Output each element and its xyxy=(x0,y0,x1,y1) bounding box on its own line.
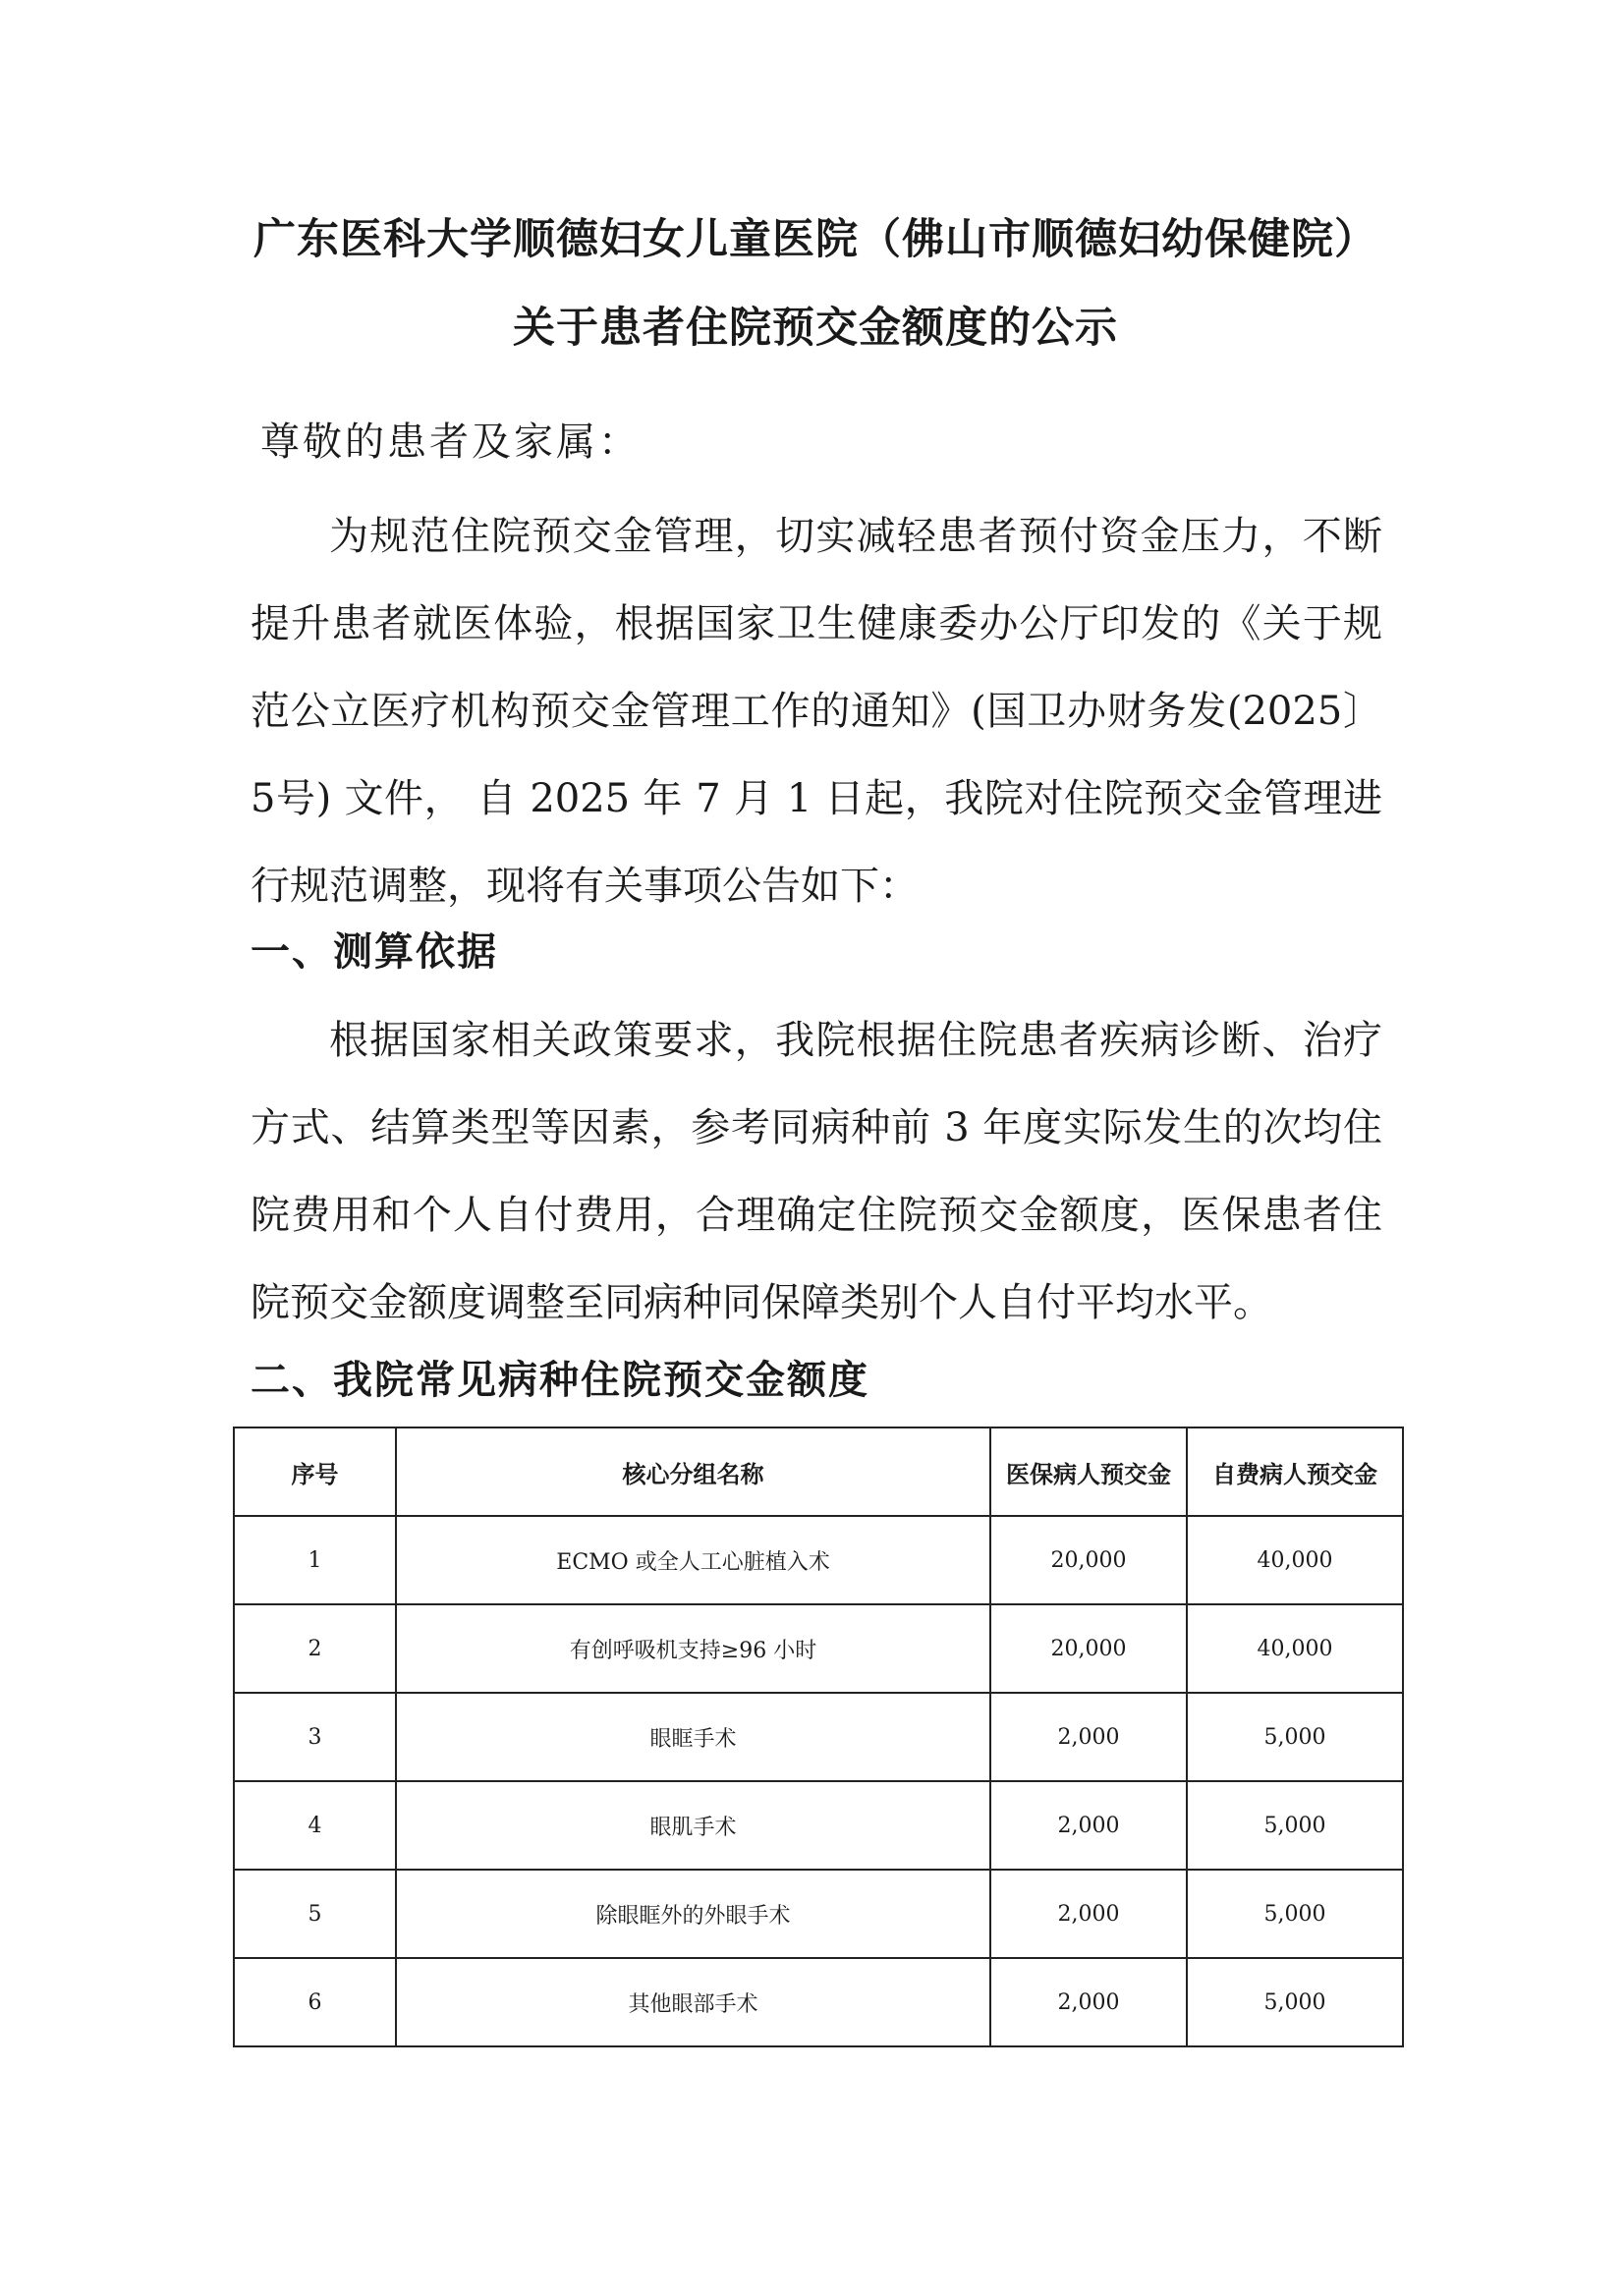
cell-name: 其他眼部手术 xyxy=(396,1958,990,2046)
cell-no: 6 xyxy=(234,1958,396,2046)
deposit-table xyxy=(233,1427,1404,2047)
cell-no: 1 xyxy=(234,1516,396,1604)
cell-name: 除眼眶外的外眼手术 xyxy=(396,1870,990,1958)
header-insured: 医保病人预交金 xyxy=(990,1427,1187,1516)
table-row xyxy=(234,1516,1403,1604)
cell-self-pay: 5,000 xyxy=(1187,1958,1403,2046)
cell-insured: 2,000 xyxy=(990,1781,1187,1870)
cell-name: 有创呼吸机支持≥96 小时 xyxy=(396,1604,990,1693)
cell-insured: 2,000 xyxy=(990,1693,1187,1781)
cell-self-pay: 40,000 xyxy=(1187,1604,1403,1693)
cell-no: 3 xyxy=(234,1693,396,1781)
cell-self-pay: 40,000 xyxy=(1187,1516,1403,1604)
table-header-row xyxy=(234,1427,1403,1516)
section2-heading: 二、我院常见病种住院预交金额度 xyxy=(251,1358,869,1403)
table-row xyxy=(234,1693,1403,1781)
cell-name: 眼眶手术 xyxy=(396,1693,990,1781)
cell-self-pay: 5,000 xyxy=(1187,1693,1403,1781)
cell-self-pay: 5,000 xyxy=(1187,1781,1403,1870)
cell-self-pay: 5,000 xyxy=(1187,1870,1403,1958)
table-row xyxy=(234,1781,1403,1870)
cell-name: 眼肌手术 xyxy=(396,1781,990,1870)
cell-insured: 20,000 xyxy=(990,1604,1187,1693)
cell-no: 5 xyxy=(234,1870,396,1958)
cell-name: ECMO 或全人工心脏植入术 xyxy=(396,1516,990,1604)
header-no: 序号 xyxy=(234,1427,396,1516)
salutation: 尊敬的患者及家属： xyxy=(260,420,641,465)
header-self-pay: 自费病人预交金 xyxy=(1187,1427,1403,1516)
cell-no: 2 xyxy=(234,1604,396,1693)
cell-no: 4 xyxy=(234,1781,396,1870)
document-title-line1: 广东医科大学顺德妇女儿童医院（佛山市顺德妇幼保健院） xyxy=(253,215,1377,264)
intro-paragraph: 为规范住院预交金管理，切实减轻患者预付资金压力，不断提升患者就医体验，根据国家卫生健康委办公厅印发的《关于规范公立医疗机构预交金管理工作的通知》(国卫办财务发(2025〕5号) 文件， 自 2025 年 7 月 1 日起，我院对住院预交金管理进行规范调整，现将有关事项公告如下： xyxy=(251,514,1382,909)
section1-paragraph: 根据国家相关政策要求，我院根据住院患者疾病诊断、治疗方式、结算类型等因素，参考同病种前 3 年度实际发生的次均住院费用和个人自付费用，合理确定住院预交金额度，医保患者住院预交金额度调整至同病种同保障类别个人自付平均水平。 xyxy=(251,1018,1382,1325)
table-row xyxy=(234,1870,1403,1958)
cell-insured: 2,000 xyxy=(990,1870,1187,1958)
cell-insured: 20,000 xyxy=(990,1516,1187,1604)
cell-insured: 2,000 xyxy=(990,1958,1187,2046)
table-row xyxy=(234,1958,1403,2046)
table-row xyxy=(234,1604,1403,1693)
document-title-line2: 关于患者住院预交金额度的公示 xyxy=(513,304,1118,353)
section1-heading: 一、测算依据 xyxy=(251,929,498,975)
header-name: 核心分组名称 xyxy=(396,1427,990,1516)
